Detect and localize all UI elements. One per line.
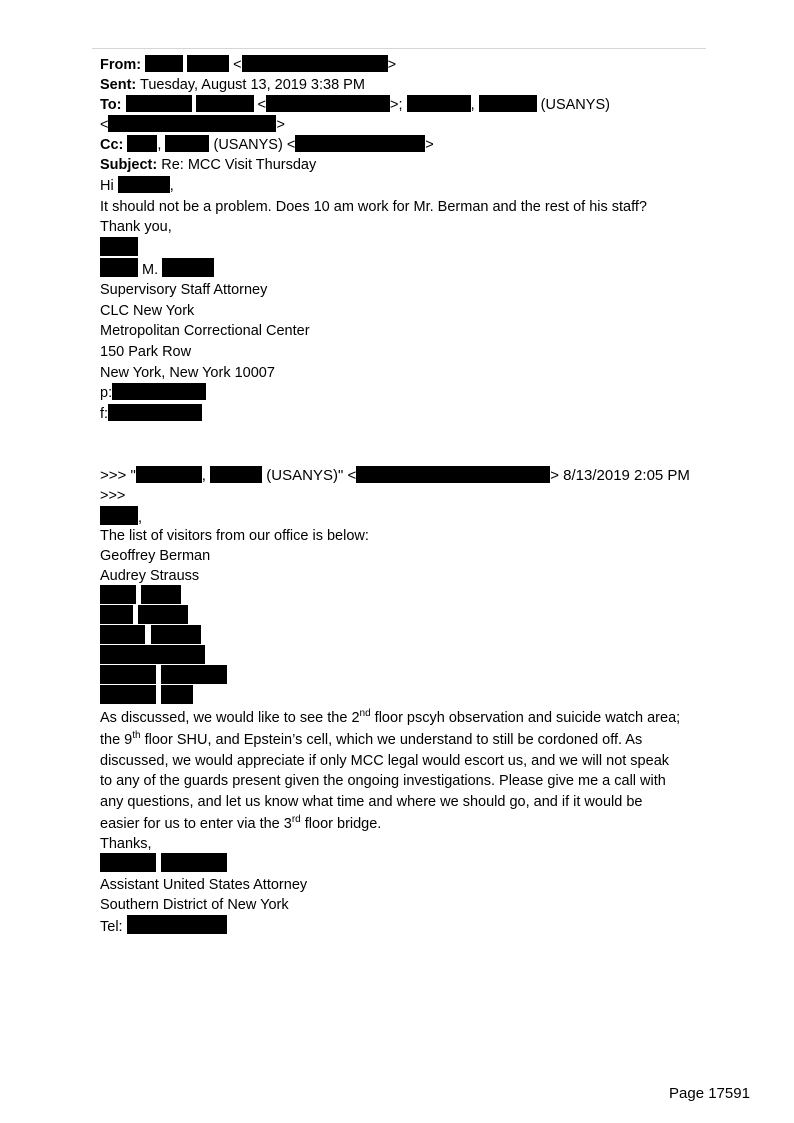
quoted-closing: Thanks, <box>100 836 152 852</box>
redaction-box <box>356 466 550 483</box>
text-run: easier for us to enter via the 3 <box>100 816 292 832</box>
text-run: the 9 <box>100 732 133 748</box>
redaction-box <box>136 466 202 483</box>
sent-line <box>100 75 365 95</box>
quoted-timestamp: > 8/13/2019 2:05 PM <box>550 467 690 484</box>
sent-label: Sent: <box>100 77 137 93</box>
fax-label: f: <box>100 406 109 422</box>
redaction-box <box>108 404 202 421</box>
redaction-box <box>100 625 145 644</box>
greeting: Hi <box>100 178 114 194</box>
superscript: th <box>132 730 141 741</box>
redaction-box <box>100 585 136 604</box>
redaction-box <box>138 605 188 624</box>
signature-line: CLC New York <box>100 303 195 319</box>
redaction-box <box>100 665 156 684</box>
greeting-line: Hi , <box>100 178 174 194</box>
redaction-box <box>161 685 193 704</box>
visitor-name: Geoffrey Berman <box>100 548 211 564</box>
redaction-box <box>266 95 390 112</box>
redaction-box <box>127 915 227 934</box>
redaction-box <box>295 135 425 152</box>
paragraph-line: discussed, we would appreciate if only MCC legal would escort us, and we will not speak <box>100 753 670 769</box>
redaction-box <box>479 95 537 112</box>
redaction-box <box>100 258 138 277</box>
paragraph-line: any questions, and let us know what time and where we should go, and if it would be <box>100 794 643 810</box>
to-label: To: <box>100 97 122 113</box>
signature-line: Supervisory Staff Attorney <box>100 282 268 298</box>
to-line-continued: < > <box>100 117 285 133</box>
redaction-box <box>242 55 388 72</box>
redaction-box <box>161 853 227 872</box>
redaction-box <box>141 585 181 604</box>
redaction-box <box>210 466 262 483</box>
text-run: As discussed, we would like to see the 2 <box>100 710 360 726</box>
tel-line <box>100 915 227 937</box>
subject-line <box>100 155 316 175</box>
paragraph-line: to any of the guards present given the ongoing investigations. Please give me a call with <box>100 773 666 789</box>
quoted-signature-line: Southern District of New York <box>100 897 289 913</box>
signer-name-line <box>100 258 214 280</box>
quoted-header-line: >>> " , (USANYS)" < > 8/13/2019 2:05 PM <box>100 467 690 484</box>
text-run: floor bridge. <box>300 816 382 832</box>
cc-agency: (USANYS) <box>213 137 283 153</box>
redaction-box <box>118 176 170 193</box>
redaction-box <box>100 237 138 256</box>
to-line: To: < >; , (USANYS) <box>100 97 610 113</box>
redaction-box <box>112 383 206 400</box>
subject-label: Subject: <box>100 157 158 173</box>
signature-line: Metropolitan Correctional Center <box>100 323 310 339</box>
tel-label: Tel: <box>100 919 123 935</box>
redaction-box <box>145 55 183 72</box>
redaction-box <box>100 605 133 624</box>
sent-value: Tuesday, August 13, 2019 3:38 PM <box>140 77 365 93</box>
visitor-name: Audrey Strauss <box>100 568 200 584</box>
redaction-box <box>407 95 471 112</box>
redaction-box <box>100 506 138 525</box>
quote-marker-line: >>> <box>100 488 126 504</box>
to-agency: (USANYS) <box>540 97 610 113</box>
subject-value: Re: MCC Visit Thursday <box>161 157 317 173</box>
superscript: nd <box>359 708 371 719</box>
phone-label: p: <box>100 385 113 401</box>
phone-line <box>100 383 206 403</box>
signature-line: New York, New York 10007 <box>100 365 275 381</box>
superscript: rd <box>291 814 301 825</box>
redaction-box <box>100 685 156 704</box>
redaction-box <box>108 115 276 132</box>
redaction-box <box>126 95 192 112</box>
quoted-sender-agency: (USANYS)" <box>266 467 344 484</box>
redaction-box <box>196 95 254 112</box>
reply-body: It should not be a problem. Does 10 am work for Mr. Berman and the rest of his staff? <box>100 199 647 215</box>
page-number: Page 17591 <box>669 1085 750 1102</box>
cc-label: Cc: <box>100 137 124 153</box>
middle-initial: M. <box>142 262 159 278</box>
fax-line <box>100 404 202 424</box>
quoted-intro: The list of visitors from our office is below: <box>100 528 369 544</box>
quoted-greeting-line: , <box>100 506 142 528</box>
paragraph-line <box>100 730 740 751</box>
signature-line: 150 Park Row <box>100 344 192 360</box>
cc-line: Cc: , (USANYS) < > <box>100 137 434 153</box>
quoted-signature-line: Assistant United States Attorney <box>100 877 308 893</box>
from-line: From: < > <box>100 57 397 73</box>
redaction-box <box>165 135 209 152</box>
paragraph-line <box>100 708 740 729</box>
quote-marker: >>> <box>100 467 127 484</box>
redaction-box <box>162 258 214 277</box>
redaction-box <box>151 625 201 644</box>
redaction-box <box>100 853 156 872</box>
paragraph-line <box>100 814 740 835</box>
text-run: floor SHU, and Epstein’s cell, which we understand to still be cordoned off. As <box>140 732 643 748</box>
redaction-box <box>154 645 205 664</box>
reply-closing: Thank you, <box>100 219 172 235</box>
from-label: From: <box>100 57 142 73</box>
separator-line <box>92 48 706 49</box>
redaction-box <box>100 645 154 664</box>
redaction-box <box>187 55 229 72</box>
text-run: floor pscyh observation and suicide watch area; <box>370 710 681 726</box>
redaction-box <box>161 665 227 684</box>
redaction-box <box>127 135 157 152</box>
